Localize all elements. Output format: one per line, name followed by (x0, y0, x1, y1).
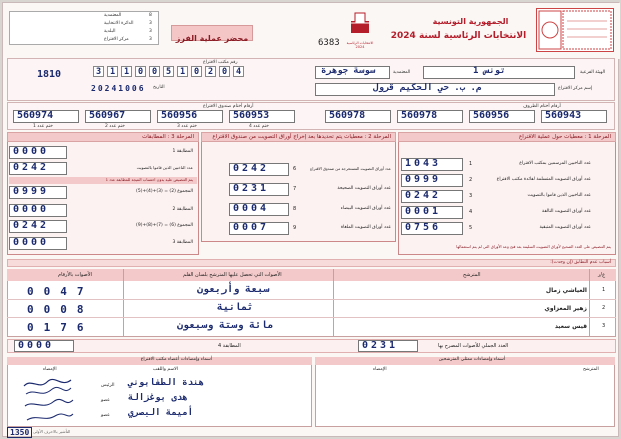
middle-row-label: عدد أوراق التصويت البيضاء (340, 206, 391, 211)
result-digit: 6 (76, 321, 84, 334)
member-signature-icon (21, 376, 76, 426)
code-digit: 1 (107, 66, 118, 77)
code-digit: 3 (93, 66, 104, 77)
seal-value: 560956 (473, 110, 510, 121)
code-label-4: مركز الاقتراع (104, 37, 129, 42)
code-label-2: الدائرة الانتخابية (104, 21, 134, 26)
result-digit: 4 (60, 285, 67, 298)
code-value-4: 3 (149, 37, 152, 42)
middle-row (203, 222, 393, 236)
member-role: عضو (101, 398, 110, 403)
left-section-title: المرحلة 3 : المطابقات (7, 132, 199, 142)
seal-small-label: ختم عدد 4 (249, 124, 269, 129)
left-row-label: يتم التنصيص عليه بدون احتساب النتيجة للمطابقة عدد 1 (105, 177, 193, 182)
member-name: أميمة البصري (128, 408, 194, 418)
result-code: 2 (602, 305, 606, 311)
right-footnote: يتم التنصيص على العدد الصحيح لأوراق التصويت السليمة بعد فتح وعد الأوراق التي لم يتم استعمالها (456, 244, 611, 249)
seals-right-label: أرقام أختام الظروف (523, 104, 561, 109)
left-row (9, 204, 197, 218)
right-row-label: عدد أوراق التصويت التالفة (542, 209, 591, 214)
delegation-label: المعتمدية (393, 70, 411, 75)
result-digit: 0 (27, 321, 34, 334)
reps-title-bar (315, 357, 615, 365)
result-digit: 0 (27, 285, 34, 298)
logo-caption: الانتخابات الرئاسية 2024 (346, 41, 374, 49)
members-title-bar (7, 357, 312, 365)
code-grid (9, 11, 159, 45)
member-role: الرئيس (101, 383, 115, 388)
seal-value: 560974 (17, 110, 54, 121)
right-row-code: 1 (469, 161, 473, 167)
center-name-value: م. ب. حي الحكيم قرول (373, 83, 482, 93)
code-value-2: 3 (149, 21, 152, 26)
col-code-header: ع/ر (598, 272, 606, 278)
code-value-1: 8 (149, 13, 152, 18)
right-row-code: 2 (469, 177, 473, 183)
left-row-label: المجموع (6) = (7)+(8)+(9) (136, 223, 193, 228)
reps-panel (315, 357, 615, 427)
result-digit: 8 (76, 303, 84, 316)
middle-row-label: عدد أوراق التصويت الصحيحة (337, 186, 391, 191)
middle-row-value: 0242 (233, 163, 270, 174)
seal-small-label: ختم عدد 2 (105, 124, 125, 129)
middle-section-title: المرحلة 2 : معطيات يتم تحديدها بعد إخراج أوراق التصويت من صندوق الاقتراع (201, 132, 396, 142)
right-row-label: عدد أوراق التصويت المتبقية (539, 225, 591, 230)
left-row-value: 0000 (13, 204, 50, 215)
mismatch-note-bar (7, 259, 616, 267)
stamp-graphic-icon (537, 9, 613, 51)
delegation-value: سوسة جوهرة (321, 66, 376, 76)
code-value-3: 3 (149, 29, 152, 34)
form-title-box (171, 25, 253, 41)
left-row (9, 146, 197, 160)
right-row (401, 222, 613, 236)
right-row-value: 0756 (405, 222, 442, 233)
member-name: هدى بوغزالة (128, 393, 188, 403)
total-label: العدد الجملي للأصوات المصرح بها (438, 343, 509, 349)
result-digits (27, 303, 84, 316)
election-logo (343, 11, 377, 49)
result-row (7, 300, 616, 318)
side-number: 1810 (37, 69, 62, 80)
result-row (7, 282, 616, 300)
left-row-value: 0242 (13, 162, 50, 173)
middle-row (203, 183, 393, 197)
middle-row (203, 163, 393, 177)
middle-row-value: 0007 (233, 222, 270, 233)
left-row-label: عدد الناخبين الذين قاموا بالتصويت (136, 165, 193, 170)
member-name: هندة الطفابوني (128, 378, 204, 388)
result-digit: 7 (60, 321, 67, 334)
right-row-code: 4 (469, 209, 473, 215)
seal-small-label: ختم عدد 3 (177, 124, 197, 129)
right-row-label: عدد أوراق التصويت المتسلمة لفائدة مكتب الاقتراع (496, 177, 591, 182)
result-digit: 0 (43, 285, 51, 298)
result-code: 3 (602, 323, 606, 329)
match4-value: 0000 (18, 340, 55, 351)
left-row-value: 0999 (13, 186, 50, 197)
doc-number: 6383 (318, 38, 340, 48)
tally-sheet (2, 2, 619, 437)
left-row-label: المطابقة 3 (172, 240, 193, 245)
left-row-value: 0000 (13, 146, 50, 157)
middle-row-value: 0004 (233, 203, 270, 214)
left-row-value: 0000 (13, 237, 50, 248)
date-label: التاريخ (153, 85, 165, 90)
middle-row-label: عدد أوراق التصويت المستخرجة من صندوق الاقتراع (310, 166, 391, 171)
code-digit: 5 (163, 66, 174, 77)
seal-small-label: ختم عدد 1 (33, 124, 53, 129)
seal-value: 560956 (161, 110, 198, 121)
right-row-value: 0242 (405, 190, 442, 201)
code-label-1: المعتمدية (104, 13, 122, 18)
seal-value: 560967 (89, 110, 126, 121)
seals-left-label: أرقام أختام صندوق الاقتراع (203, 104, 254, 109)
middle-row-code: 6 (293, 166, 297, 172)
mismatch-note: أسباب عدم التطابق (إن وجدت): (550, 260, 611, 265)
seal-value: 560978 (329, 110, 366, 121)
right-row-code: 3 (469, 193, 473, 199)
left-row-label: المطابقة 1 (172, 149, 193, 154)
ballot-logo-icon (343, 11, 377, 37)
right-section-title: المرحلة 1 : معطيات حول عملية الاقتراع (398, 132, 616, 142)
code-grid-lines (9, 11, 159, 45)
right-row-label: عدد الناخبين الذين قاموا بالتصويت (527, 193, 591, 198)
members-col-header: الاسم واللقب (153, 367, 178, 372)
republic-label: الجمهورية التونسية (432, 17, 509, 26)
election-title: الانتخابات الرئاسية لسنة 2024 (390, 31, 527, 41)
date-value: 20241006 (91, 84, 146, 93)
match4-label: المطابقة 4 (218, 343, 241, 349)
polling-code-digits (93, 66, 244, 77)
result-digits (27, 285, 84, 298)
left-row (9, 186, 197, 200)
left-row (9, 162, 197, 176)
code-digit: 0 (149, 66, 160, 77)
result-candidate-name: العياشي زمال (545, 287, 587, 294)
col-words-header: الأصوات التي تحصل عليها المترشح بلسان القلم (183, 272, 282, 278)
code-digit: 0 (219, 66, 230, 77)
reps-title: أسماء وإمضاءات ممثلي المترشحين (438, 357, 505, 362)
place-label: الهيئة الفرعية (580, 70, 606, 75)
right-row-label: عدد الناخبين المرسمين بمكتب الاقتراع (519, 161, 591, 166)
result-digit: 0 (43, 303, 51, 316)
code-digit: 2 (205, 66, 216, 77)
members-title: أسماء وإمضاءات أعضاء مكتب الاقتراع (140, 357, 212, 362)
code-digit: 0 (135, 66, 146, 77)
seal-value: 560978 (401, 110, 438, 121)
code-digit: 1 (121, 66, 132, 77)
members-col-header: الإمضاء (43, 367, 57, 372)
middle-row-code: 8 (293, 206, 297, 212)
right-row-value: 0001 (405, 206, 442, 217)
results-header (7, 269, 616, 281)
code-label-3: البلدية (104, 29, 116, 34)
right-row (401, 190, 613, 204)
form-title: محضر عملية الفرز (175, 34, 249, 43)
result-digit: 7 (76, 285, 84, 298)
middle-row-code: 7 (293, 186, 297, 192)
left-row (9, 220, 197, 234)
result-digits (27, 321, 84, 334)
left-row (9, 237, 197, 251)
col-digits-header: الأصوات بالأرقام (58, 272, 92, 278)
middle-row-code: 9 (293, 225, 297, 231)
right-row-value: 0999 (405, 174, 442, 185)
result-code: 1 (602, 287, 606, 293)
col-candidate-header: المترشح (463, 272, 481, 278)
right-row-value: 1043 (405, 158, 442, 169)
right-row-code: 5 (469, 225, 473, 231)
right-row (401, 174, 613, 188)
result-row (7, 318, 616, 336)
result-digit: 0 (60, 303, 67, 316)
footer-note: التأشير بالاحرف الأولى (33, 429, 71, 434)
side-number-label: رقم مكتب الاقتراع (203, 60, 238, 65)
result-candidate-name: زهير المغزاوي (544, 305, 587, 312)
center-name-label: إسم مركز الاقتراع (558, 86, 593, 91)
reps-col-header: الإمضاء (373, 367, 387, 372)
code-digit: 4 (233, 66, 244, 77)
seal-value: 560953 (233, 110, 270, 121)
right-row (401, 158, 613, 172)
total-value: 0231 (362, 340, 399, 351)
seal-value: 560943 (545, 110, 582, 121)
result-digit: 0 (27, 303, 34, 316)
official-stamp (536, 8, 614, 52)
place-value: تونس 1 (473, 66, 506, 76)
totals-row (7, 339, 616, 353)
code-digit: 0 (191, 66, 202, 77)
result-words: مائة وستة وسبعون (177, 320, 274, 331)
result-candidate-name: قيس سعيد (554, 323, 587, 330)
result-words: ثمانية (217, 302, 254, 313)
middle-row (203, 203, 393, 217)
left-row-label: المجموع (2) = (3)+(4)+(5) (136, 189, 193, 194)
middle-row-value: 0231 (233, 183, 270, 194)
left-row-value: 0242 (13, 220, 50, 231)
result-words: سبعة وأربعون (197, 284, 270, 295)
middle-row-label: عدد أوراق التصويت الملغاة (340, 225, 391, 230)
result-digit: 1 (43, 321, 51, 334)
page-stamp: 1350 (7, 427, 32, 438)
code-digit: 1 (177, 66, 188, 77)
left-row-label: المطابقة 2 (172, 207, 193, 212)
left-note-bar (9, 177, 197, 184)
right-row (401, 206, 613, 220)
member-role: عضو (101, 413, 110, 418)
reps-col-header: المترشح (583, 367, 599, 372)
